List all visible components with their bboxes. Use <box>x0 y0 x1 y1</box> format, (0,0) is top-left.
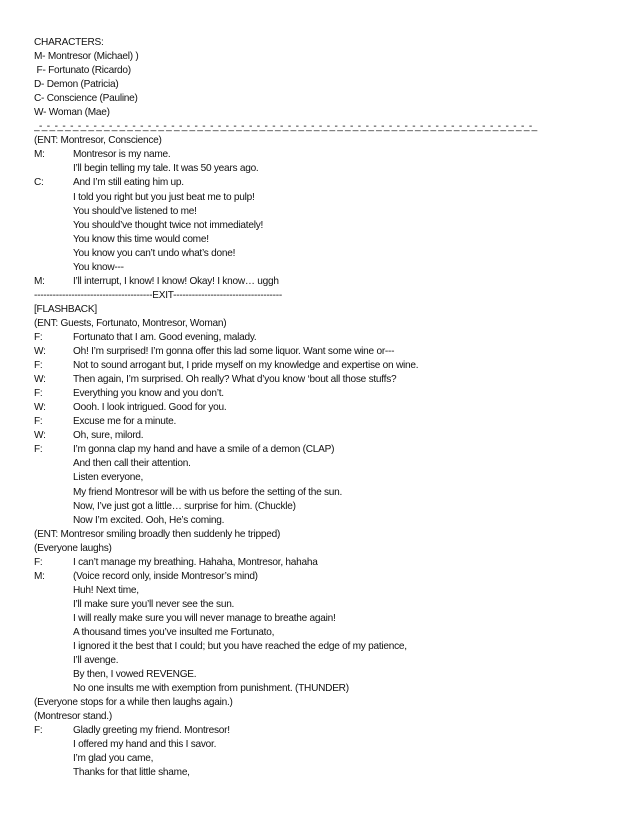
line-text: My friend Montresor will be with us before the setting of the sun. <box>73 486 343 498</box>
script-line <box>34 162 614 176</box>
line-text: Everything you know and you don’t. <box>73 388 224 400</box>
script-line <box>34 148 614 162</box>
line-text: Then again, I’m surprised. Oh really? What d’you know ‘bout all those stuffs? <box>73 374 397 386</box>
script-line <box>34 176 614 190</box>
line-text: I offered my hand and this I savor. <box>73 739 217 751</box>
character-line: C- Conscience (Pauline) <box>34 93 138 105</box>
script-line <box>34 345 614 359</box>
script-line <box>34 219 614 233</box>
line-text: I’m gonna clap my hand and have a smile of a demon (CLAP) <box>73 444 335 456</box>
speaker-label: F: <box>34 725 43 737</box>
script-line <box>34 443 614 457</box>
script-line <box>34 640 614 654</box>
script-line <box>34 205 614 219</box>
script-line <box>34 598 614 612</box>
script-line <box>34 752 614 766</box>
speaker-label: F: <box>34 444 43 456</box>
script-line <box>34 275 614 289</box>
script-line <box>34 696 614 710</box>
separator-line: _-_-_-_-_-_-_-_-_-_-_-_-_-_-_-_-_-_-_-_-_-_-_-_-_-_-_-_-_-_-_-_-_-_-_-_-_-_-_-_-_-_-_-_-_-_-_-_-_-_-_-_-_-_-_-_-_-_-_-_-_-_-_-_-_ <box>34 121 537 133</box>
line-text: --------------------------------------EXIT----------------------------------- <box>34 289 283 301</box>
script-line <box>34 415 614 429</box>
script-line <box>34 542 614 556</box>
speaker-label: M: <box>34 275 45 287</box>
line-text: (Everyone stops for a while then laughs again.) <box>34 697 233 709</box>
script-line <box>34 724 614 738</box>
speaker-label: C: <box>34 177 44 189</box>
speaker-label: W: <box>34 346 46 358</box>
script-line <box>34 303 614 317</box>
script-line <box>34 317 614 331</box>
speaker-label: F: <box>34 416 43 428</box>
line-text: A thousand times you’ve insulted me Fortunato, <box>73 626 275 638</box>
character-line: M- Montresor (Michael) ) <box>34 51 139 63</box>
script-line <box>34 233 614 247</box>
line-text: (ENT: Guests, Fortunato, Montresor, Woman) <box>34 317 227 329</box>
script-line <box>34 584 614 598</box>
line-text: (Everyone laughs) <box>34 542 112 554</box>
speaker-label: M: <box>34 149 45 161</box>
script-line <box>34 261 614 275</box>
speaker-label: F: <box>34 360 43 372</box>
line-text: Oh, sure, milord. <box>73 430 144 442</box>
script-lines <box>34 134 614 780</box>
line-text: Gladly greeting my friend. Montresor! <box>73 725 230 737</box>
script-line <box>34 289 614 303</box>
line-text: I’m glad you came, <box>73 753 154 765</box>
speaker-label: F: <box>34 331 43 343</box>
line-text: By then, I vowed REVENGE. <box>73 669 197 681</box>
line-text: I can’t manage my breathing. Hahaha, Montresor, hahaha <box>73 556 318 568</box>
speaker-label: W: <box>34 374 46 386</box>
script-line <box>34 766 614 780</box>
character-line: D- Demon (Patricia) <box>34 79 119 91</box>
line-text: Huh! Next time, <box>73 584 139 596</box>
line-text: (Montresor stand.) <box>34 711 112 723</box>
line-text: I will really make sure you will never manage to breathe again! <box>73 612 336 624</box>
character-line: W- Woman (Mae) <box>34 107 110 119</box>
script-line <box>34 500 614 514</box>
line-text: Not to sound arrogant but, I pride myself on my knowledge and expertise on wine. <box>73 360 419 372</box>
script-body <box>34 36 614 780</box>
line-text: I told you right but you just beat me to pulp! <box>73 191 255 203</box>
script-line <box>34 654 614 668</box>
speaker-label: F: <box>34 388 43 400</box>
line-text: Oh! I’m surprised! I’m gonna offer this lad some liquor. Want some wine or--- <box>73 346 395 358</box>
script-line <box>34 738 614 752</box>
script-line <box>34 373 614 387</box>
line-text: (ENT: Montresor smiling broadly then suddenly he tripped) <box>34 528 281 540</box>
line-text: [FLASHBACK] <box>34 303 97 315</box>
script-line <box>34 429 614 443</box>
line-text: I’ll make sure you’ll never see the sun. <box>73 598 235 610</box>
line-text: I ignored it the best that I could; but you have reached the edge of my patience, <box>73 641 407 653</box>
line-text: And I’m still eating him up. <box>73 177 184 189</box>
line-text: You should’ve listened to me! <box>73 205 197 217</box>
speaker-label: M: <box>34 570 45 582</box>
line-text: Excuse me for a minute. <box>73 416 177 428</box>
line-text: Montresor is my name. <box>73 149 171 161</box>
script-line <box>34 556 614 570</box>
line-text: Oooh. I look intrigued. Good for you. <box>73 402 227 414</box>
script-line <box>34 331 614 345</box>
line-text: I’ll avenge. <box>73 655 119 667</box>
script-line <box>34 134 614 148</box>
line-text: And then call their attention. <box>73 458 191 470</box>
line-text: You know this time would come! <box>73 233 209 245</box>
script-line <box>34 457 614 471</box>
line-text: Now, I’ve just got a little… surprise for him. (Chuckle) <box>73 500 296 512</box>
line-text: You should’ve thought twice not immediately! <box>73 219 264 231</box>
line-text: I’ll interrupt, I know! I know! Okay! I know… uggh <box>73 275 279 287</box>
line-text: Now I’m excited. Ooh, He’s coming. <box>73 514 225 526</box>
line-text: Fortunato that I am. Good evening, malady. <box>73 331 257 343</box>
line-text: (ENT: Montresor, Conscience) <box>34 135 162 147</box>
script-line <box>34 528 614 542</box>
line-text: You know--- <box>73 261 124 273</box>
line-text: You know you can’t undo what’s done! <box>73 247 236 259</box>
script-line <box>34 514 614 528</box>
script-line <box>34 570 614 584</box>
line-text: (Voice record only, inside Montresor’s mind) <box>73 570 258 582</box>
script-line <box>34 471 614 485</box>
speaker-label: W: <box>34 402 46 414</box>
line-text: Listen everyone, <box>73 472 144 484</box>
speaker-label: W: <box>34 430 46 442</box>
line-text: Thanks for that little shame, <box>73 767 190 779</box>
line-text: I’ll begin telling my tale. It was 50 years ago. <box>73 163 259 175</box>
script-line <box>34 626 614 640</box>
script-line <box>34 682 614 696</box>
script-line <box>34 710 614 724</box>
script-line <box>34 387 614 401</box>
character-line: F- Fortunato (Ricardo) <box>34 65 131 77</box>
script-line <box>34 612 614 626</box>
script-line <box>34 486 614 500</box>
script-line <box>34 668 614 682</box>
speaker-label: F: <box>34 556 43 568</box>
script-line <box>34 359 614 373</box>
script-line <box>34 191 614 205</box>
line-text: No one insults me with exemption from punishment. (THUNDER) <box>73 683 349 695</box>
script-line <box>34 401 614 415</box>
characters-heading: CHARACTERS: <box>34 37 104 48</box>
script-line <box>34 247 614 261</box>
